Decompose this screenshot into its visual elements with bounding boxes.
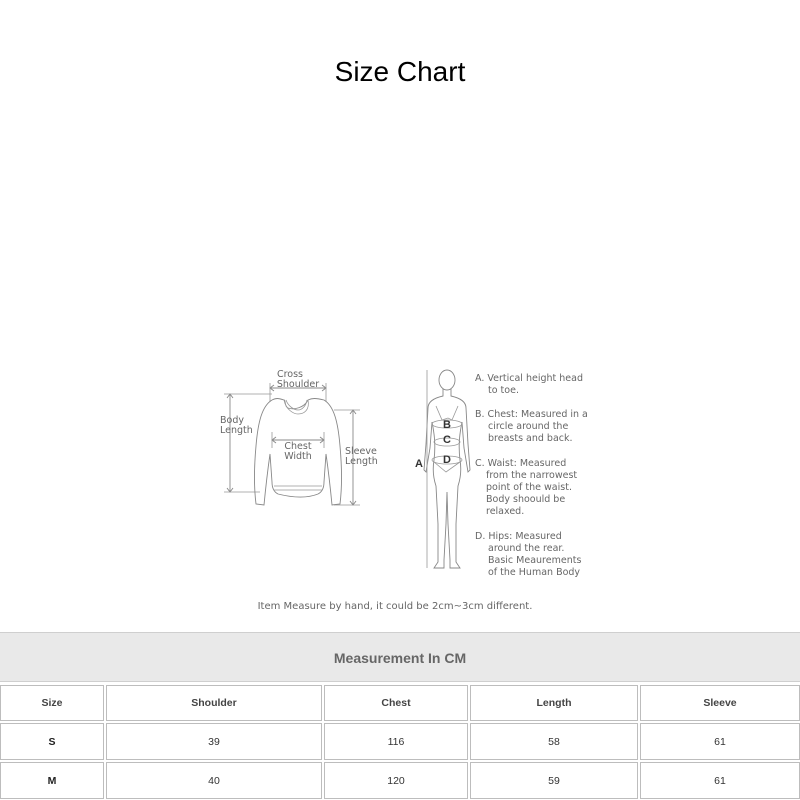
header-length: Length: [470, 685, 638, 721]
header-shoulder: Shoulder: [106, 685, 322, 721]
note-c-line-2: from the narrowest: [486, 470, 578, 481]
note-d-line-2: around the rear.: [488, 543, 565, 554]
measure-note: Item Measure by hand, it could be 2cm~3cm different.: [257, 601, 533, 612]
note-c-line-3: point of the waist.: [486, 482, 572, 493]
size-table: [0, 632, 800, 800]
cross-shoulder-label-2: Shoulder: [276, 379, 320, 390]
note-b-line-1: B. Chest: Measured in a: [475, 409, 588, 420]
row-m-chest: 120: [324, 762, 468, 799]
note-c-line-1: C. Waist: Measured: [475, 458, 567, 469]
note-b-line-2: circle around the: [488, 421, 569, 432]
body-length-label-1: Body: [220, 415, 244, 426]
note-a-line-1: A. Vertical height head: [475, 373, 583, 384]
note-c-line-5: relaxed.: [486, 506, 525, 517]
sleeve-length-label-2: Length: [345, 456, 378, 467]
note-d-line-3: Basic Meaurements: [488, 555, 582, 566]
header-chest: Chest: [324, 685, 468, 721]
note-d-line-1: D. Hips: Measured: [475, 531, 562, 542]
row-s-shoulder: 39: [106, 723, 322, 760]
human-body-illustration: [424, 370, 470, 568]
row-m-size: M: [0, 762, 104, 799]
body-letter-a: A: [415, 458, 423, 470]
row-m-sleeve: 61: [640, 762, 800, 799]
row-s-sleeve: 61: [640, 723, 800, 760]
row-s-length: 58: [470, 723, 638, 760]
row-s-size: S: [0, 723, 104, 760]
note-c-line-4: Body shoould be: [486, 494, 566, 505]
measurement-notes: [475, 373, 588, 578]
page-title: Size Chart: [334, 56, 466, 87]
header-sleeve: Sleeve: [640, 685, 800, 721]
row-s-chest: 116: [324, 723, 468, 760]
note-a-line-2: to toe.: [488, 385, 519, 396]
measurement-diagram: [214, 364, 594, 596]
note-b-line-3: breasts and back.: [488, 433, 573, 444]
body-length-label-2: Length: [220, 425, 253, 436]
table-caption: Measurement In CM: [0, 632, 800, 682]
header-size: Size: [0, 685, 104, 721]
note-d-line-4: of the Human Body: [488, 567, 581, 578]
body-letter-b: B: [443, 419, 451, 431]
cross-shoulder-label-1: Cross: [276, 369, 304, 380]
sleeve-length-label-1: Sleeve: [345, 446, 377, 457]
body-letter-d: D: [443, 454, 451, 466]
chest-width-label-1: Chest: [284, 441, 312, 452]
body-letter-c: C: [443, 434, 451, 446]
row-m-shoulder: 40: [106, 762, 322, 799]
chest-width-label-2: Width: [284, 451, 312, 462]
row-m-length: 59: [470, 762, 638, 799]
